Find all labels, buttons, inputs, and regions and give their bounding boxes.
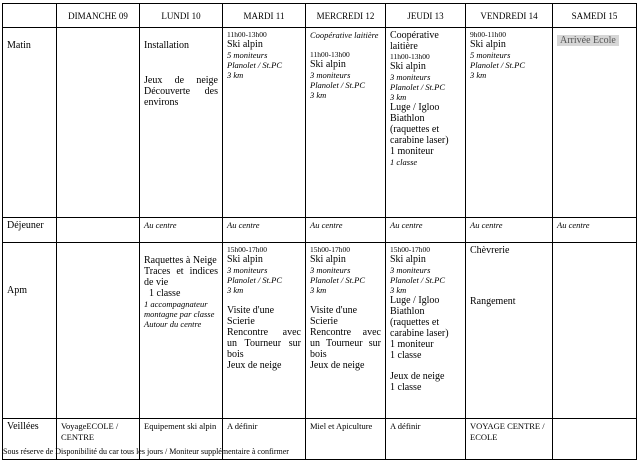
cell-dej-jeudi: Au centre [386, 218, 466, 243]
cell-apm-vendredi: Chèvrerie Rangement [466, 243, 553, 419]
cell-apm-mercredi: 15h00-17h00 Ski alpin 3 moniteurs Planolet / St.PC 3 km Visite d'une Scierie Rencontre avec un Tourneur sur bois Jeux de neige [306, 243, 386, 419]
header-row [3, 4, 637, 28]
day-mercredi: MERCREDI 12 [306, 4, 386, 28]
cell-veil-vendredi: VOYAGE CENTRE / ECOLE [466, 419, 553, 460]
row-label-veillees: Veillées [3, 419, 57, 460]
row-label-matin: Matin [3, 28, 57, 218]
row-label-dejeuner: Déjeuner [3, 218, 57, 243]
cell-apm-jeudi: 15h00-17h00 Ski alpin 3 moniteurs Planolet / St.PC 3 km Luge / Igloo Biathlon (raquettes et carabine laser) 1 moniteur 1 classe Jeux de neige 1 classe [386, 243, 466, 419]
cell-veil-lundi: Equipement ski alpin [140, 419, 223, 460]
cell-dej-mardi: Au centre [223, 218, 306, 243]
cell-matin-jeudi: Coopérative laitière 11h00-13h00 Ski alpin 3 moniteurs Planolet / St.PC 3 km Luge / Igloo Biathlon (raquettes et carabine laser) 1 moniteur 1 classe [386, 28, 466, 218]
day-jeudi: JEUDI 13 [386, 4, 466, 28]
schedule-table [2, 3, 637, 460]
row-apm [3, 243, 637, 419]
cell-veil-jeudi: A définir [386, 419, 466, 460]
cell-veil-mardi: A définir [223, 419, 306, 460]
cell-dej-lundi: Au centre [140, 218, 223, 243]
cell-apm-mardi: 15h00-17h00 Ski alpin 3 moniteurs Planolet / St.PC 3 km Visite d'une Scierie Rencontre avec un Tourneur sur bois Jeux de neige [223, 243, 306, 419]
cell-dej-mercredi: Au centre [306, 218, 386, 243]
cell-matin-mardi: 11h00-13h00 Ski alpin 5 moniteurs Planolet / St.PC 3 km [223, 28, 306, 218]
day-samedi: SAMEDI 15 [553, 4, 637, 28]
row-dejeuner [3, 218, 637, 243]
cell-dej-samedi: Au centre [553, 218, 637, 243]
day-mardi: MARDI 11 [223, 4, 306, 28]
day-lundi: LUNDI 10 [140, 4, 223, 28]
cell-apm-lundi: Raquettes à Neige Traces et indices de vie 1 classe 1 accompagnateur montagne par classe Autour du centre [140, 243, 223, 419]
corner-cell [3, 4, 57, 28]
cell-veil-samedi [553, 419, 637, 460]
cell-veil-mercredi: Miel et Apiculture [306, 419, 386, 460]
row-matin [3, 28, 637, 218]
cell-matin-samedi [553, 28, 637, 218]
cell-matin-lundi: Installation Jeux de neige Découverte des environs [140, 28, 223, 218]
cell-dej-dimanche [57, 218, 140, 243]
cell-apm-samedi [553, 243, 637, 419]
day-vendredi: VENDREDI 14 [466, 4, 553, 28]
cell-dej-vendredi: Au centre [466, 218, 553, 243]
footer-note: Sous réserve de Disponibilité du car tous les jours / Moniteur supplémentaire à confirmer [3, 447, 289, 456]
cell-apm-dimanche [57, 243, 140, 419]
cell-matin-dimanche [57, 28, 140, 218]
row-label-apm: Apm [3, 243, 57, 419]
cell-matin-mercredi: Coopérative laitière 11h00-13h00 Ski alpin 3 moniteurs Planolet / St.PC 3 km [306, 28, 386, 218]
cell-matin-vendredi: 9h00-11h00 Ski alpin 5 moniteurs Planolet / St.PC 3 km [466, 28, 553, 218]
cell-veil-dimanche: VoyageECOLE / CENTRE [57, 419, 140, 460]
day-dimanche: DIMANCHE 09 [57, 4, 140, 28]
arrival-highlight: Arrivée Ecole [557, 35, 619, 46]
